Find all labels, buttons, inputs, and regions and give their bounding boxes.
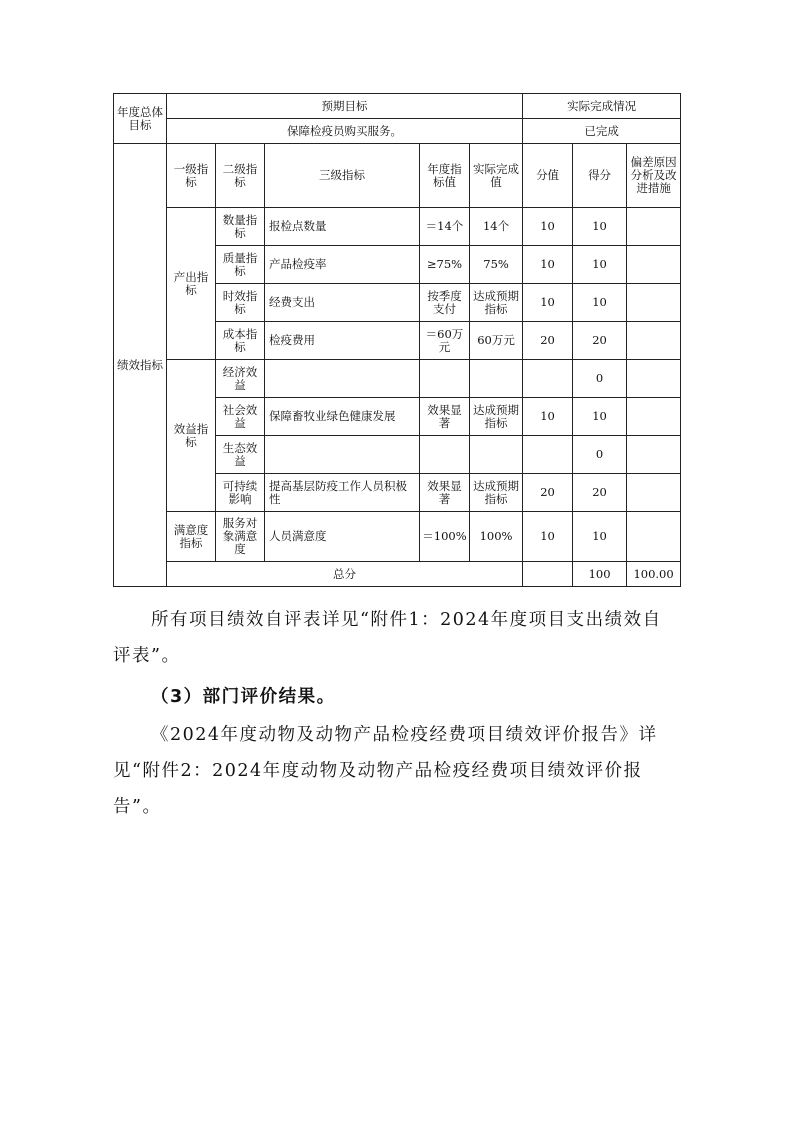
row-got: 10 xyxy=(573,246,627,284)
col-header-deviation: 偏差原因分析及改进措施 xyxy=(627,144,681,208)
row-actual: 100% xyxy=(470,512,523,562)
actual-status-header: 实际完成情况 xyxy=(523,94,681,119)
row-level2: 可持续影响 xyxy=(216,474,265,512)
row-annual: ≥75% xyxy=(420,246,470,284)
col-header-level1: 一级指标 xyxy=(167,144,216,208)
row-score xyxy=(523,436,573,474)
group-benefit: 效益指标 xyxy=(167,360,216,512)
row-dev xyxy=(627,322,681,360)
row-annual: 效果显著 xyxy=(420,398,470,436)
row-score: 10 xyxy=(523,284,573,322)
row-level2: 质量指标 xyxy=(216,246,265,284)
row-score: 10 xyxy=(523,208,573,246)
row-level3: 检疫费用 xyxy=(265,322,420,360)
row-score: 10 xyxy=(523,512,573,562)
col-header-score-got: 得分 xyxy=(573,144,627,208)
row-level3: 提高基层防疫工作人员积极性 xyxy=(265,474,420,512)
row-actual: 60万元 xyxy=(470,322,523,360)
performance-table xyxy=(113,93,681,587)
perf-indicator-label: 绩效指标 xyxy=(114,144,167,587)
total-label: 总分 xyxy=(167,562,523,587)
row-level3: 报检点数量 xyxy=(265,208,420,246)
row-level2: 服务对象满意度 xyxy=(216,512,265,562)
row-dev xyxy=(627,208,681,246)
section-heading: （3）部门评价结果。 xyxy=(151,687,336,707)
row-got: 20 xyxy=(573,474,627,512)
row-got: 10 xyxy=(573,398,627,436)
row-score: 10 xyxy=(523,398,573,436)
col-header-level3: 三级指标 xyxy=(265,144,420,208)
row-level3 xyxy=(265,360,420,398)
row-got: 10 xyxy=(573,284,627,322)
row-actual: 14个 xyxy=(470,208,523,246)
col-header-level2: 二级指标 xyxy=(216,144,265,208)
row-level2: 经济效益 xyxy=(216,360,265,398)
total-actual xyxy=(523,562,573,587)
row-actual: 75% xyxy=(470,246,523,284)
row-actual xyxy=(470,436,523,474)
col-header-actual-value: 实际完成值 xyxy=(470,144,523,208)
col-header-score-value: 分值 xyxy=(523,144,573,208)
row-level3: 产品检疫率 xyxy=(265,246,420,284)
row-got: 0 xyxy=(573,360,627,398)
annual-goal-label: 年度总体目标 xyxy=(114,94,167,144)
row-actual: 达成预期指标 xyxy=(470,284,523,322)
row-annual: ＝100% xyxy=(420,512,470,562)
row-level3: 保障畜牧业绿色健康发展 xyxy=(265,398,420,436)
actual-status-text: 已完成 xyxy=(523,119,681,144)
row-score: 20 xyxy=(523,322,573,360)
row-dev xyxy=(627,360,681,398)
row-actual xyxy=(470,360,523,398)
row-dev xyxy=(627,474,681,512)
col-header-annual-value: 年度指标值 xyxy=(420,144,470,208)
row-level3: 人员满意度 xyxy=(265,512,420,562)
row-level3 xyxy=(265,436,420,474)
expected-goal-text: 保障检疫员购买服务。 xyxy=(167,119,523,144)
row-dev xyxy=(627,398,681,436)
row-got: 10 xyxy=(573,512,627,562)
row-score: 10 xyxy=(523,246,573,284)
row-level2: 生态效益 xyxy=(216,436,265,474)
row-got: 20 xyxy=(573,322,627,360)
row-level3: 经费支出 xyxy=(265,284,420,322)
paragraph-appendix-2: 《2024年度动物及动物产品检疫经费项目绩效评价报告》详见“附件2：2024年度动物及动物产品检疫经费项目绩效评价报告”。 xyxy=(113,725,658,817)
row-annual: 按季度支付 xyxy=(420,284,470,322)
total-got: 100.00 xyxy=(627,562,681,587)
row-annual: 效果显著 xyxy=(420,474,470,512)
expected-goal-header: 预期目标 xyxy=(167,94,523,119)
row-actual: 达成预期指标 xyxy=(470,474,523,512)
group-output: 产出指标 xyxy=(167,208,216,360)
row-got: 10 xyxy=(573,208,627,246)
row-level2: 社会效益 xyxy=(216,398,265,436)
row-annual: ＝60万元 xyxy=(420,322,470,360)
row-annual xyxy=(420,360,470,398)
row-dev xyxy=(627,436,681,474)
row-actual: 达成预期指标 xyxy=(470,398,523,436)
row-score: 20 xyxy=(523,474,573,512)
row-dev xyxy=(627,246,681,284)
row-dev xyxy=(627,284,681,322)
row-score xyxy=(523,360,573,398)
row-annual xyxy=(420,436,470,474)
row-dev xyxy=(627,512,681,562)
row-level2: 时效指标 xyxy=(216,284,265,322)
row-level2: 数量指标 xyxy=(216,208,265,246)
row-annual: ＝14个 xyxy=(420,208,470,246)
paragraph-appendix-1: 所有项目绩效自评表详见“附件1：2024年度项目支出绩效自评表”。 xyxy=(113,610,662,666)
total-score: 100 xyxy=(573,562,627,587)
group-satisfaction: 满意度指标 xyxy=(167,512,216,562)
row-got: 0 xyxy=(573,436,627,474)
row-level2: 成本指标 xyxy=(216,322,265,360)
